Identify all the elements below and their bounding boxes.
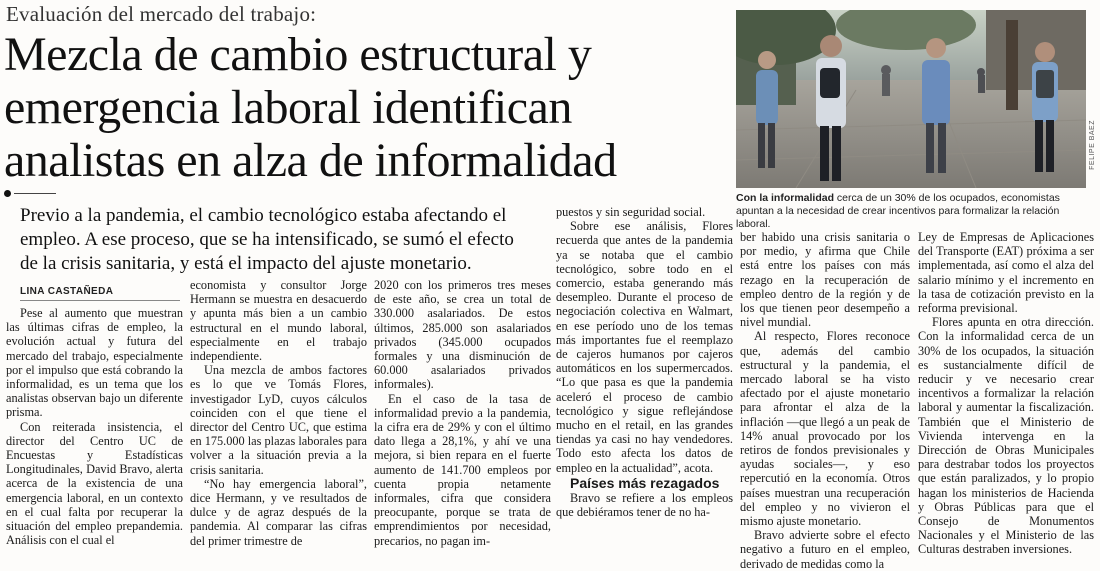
section-rule [14, 193, 56, 194]
byline: LINA CASTAÑEDA [20, 286, 114, 297]
headline: Mezcla de cambio estructural y emergencia laboral identifican analistas en alza de informalidad [4, 28, 617, 187]
photo-caption [736, 192, 1092, 231]
paragraph: Con reiterada insistencia, el director del Centro UC de Encuestas y Estadísticas Longitudinales, David Bravo, alerta acerca de la existencia de una emergencia laboral, en un contexto en el cual falta por recuperar la situación del empleo prepandemia. Análisis con el cual el [6, 419, 183, 548]
caption-rest: cerca de un 30% de los ocupados, economistas apuntan a la necesidad de crear incentivos para formalizar la relación laboral. [736, 192, 1060, 230]
section-rule-dot [4, 190, 11, 197]
paragraph: economista y consultor Jorge Hermann se muestra en desacuerdo y apunta más bien a un cambio estructural en el mundo laboral, especialmente en el trabajo independiente. [190, 278, 367, 364]
subhead: Países más rezagados [570, 474, 720, 491]
paragraph: Una mezcla de ambos factores es lo que ve Tomás Flores, investigador LyD, cuyos cálculos coinciden con el que tiene el director del Centro UC, que estima en 175.000 las plazas laborales para volver a la situación previa a la crisis sanitaria. [190, 363, 367, 477]
column-3 [374, 278, 551, 548]
column-1 [6, 306, 183, 547]
paragraph: Pese al aumento que muestran las últimas cifras de empleo, la evolución actual y futura del mercado del trabajo, especialmente por el impulso que está cobrando la informalidad, es un tema que los analistas observan bajo un diferente prisma. [6, 306, 183, 420]
column-5 [740, 230, 910, 571]
paragraph: ber habido una crisis sanitaria o por medio, y afirma que Chile está entre los países con más rezago en la recuperación de empleo dentro de la región y de los que tienen peor desempeño a nivel mundial. [740, 230, 910, 330]
street-photo [736, 10, 1086, 188]
caption-bold: Con la informalidad [736, 192, 835, 204]
column-4 [556, 205, 733, 519]
paragraph: “No hay emergencia laboral”, dice Hermann, y ve resultados de dulce y de agraz después de la pandemia. Al comparar las cifras del primer trimestre de [190, 476, 367, 548]
paragraph: 2020 con los primeros tres meses de este año, se crea un total de 330.000 asalariados. De estos últimos, 285.000 son asalariados privados (345.000 ocupados formales y una disminución de 60.000 asalariados privados informales). [374, 278, 551, 392]
paragraph: Bravo advierte sobre el efecto negativo a futuro en el empleo, derivado de medidas como la [740, 528, 910, 571]
paragraph: En el caso de la tasa de informalidad previo a la pandemia, la cifra era de 29% y con el último dato llega a 28,1%, y ahí ve una mejora, si bien repara en el fuerte aumento de 141.700 empleos por cuenta propia netamente informales, cifra que considera preocupante, porque se trata de emprendimientos por necesidad, precarios, no pagan im- [374, 391, 551, 548]
pedestrians-illustration [736, 10, 1086, 188]
column-6 [918, 230, 1094, 557]
paragraph: Al respecto, Flores reconoce que, además del cambio estructural y la pandemia, el mercado laboral se ha visto afectado por el ajuste monetario para afrontar el alza de la inflación —que llegó a un peak de 14% anual provocado por los retiros de fondos previsionales y ayudas sociales—, y eso repercutió en la economía. Otros países muestran una recuperación del empleo y no vivieron el mismo ajuste monetario. [740, 329, 910, 529]
paragraph: Sobre ese análisis, Flores recuerda que antes de la pandemia ya se notaba que el cambio tecnológico, sobre todo en el comercio, estaba generando más desempleo. Durante el proceso de negociación colectiva en Walmart, en ese período uno de los temas más importantes fue el reemplazo de cajeros humanos por cajeros automáticos en los supermercados. “Lo que pasa es que la pandemia aceleró el proceso de cambio tecnológico y sigue reflejándose mucho en el retail, en las grandes tiendas ya casi no hay vendedores. Todo esto afecta los datos de empleo en la actualidad”, acota. [556, 219, 733, 475]
paragraph: Bravo se refiere a los empleos que debiéramos tener de no ha- [556, 490, 733, 520]
column-2 [190, 278, 367, 548]
kicker: Evaluación del mercado del trabajo: [6, 2, 317, 26]
lede: Previo a la pandemia, el cambio tecnológico estaba afectando el empleo. A ese proceso, que se ha intensificado, se sumó el efecto de la crisis sanitaria, y está el impacto del ajuste monetario. [20, 205, 514, 274]
paragraph: puestos y sin seguridad social. [556, 205, 706, 219]
paragraph: Flores apunta en otra dirección. Con la informalidad cerca de un 30% de los ocupados, la situación es sustancialmente difícil de reducir y ve necesario crear incentivos a formalizar la relación laboral y aumentar la fiscalización. También que el Ministerio de Vivienda intervenga en la Dirección de Obras Municipales para destrabar todos los proyectos que están paralizados, y lo propio hagan los ministerios de Hacienda y Obras Públicas para que el Consejo de Monumentos Nacionales y el Ministerio de las Culturas destraben inversiones. [918, 315, 1094, 557]
photo-credit: FELIPE BAEZ [1089, 120, 1096, 170]
paragraph: Ley de Empresas de Aplicaciones del Transporte (EAT) próxima a ser implementada, así como el alza del salario mínimo y el incremento en la tasa de cotización previsto en la reforma previsional. [918, 230, 1094, 316]
byline-rule [20, 300, 180, 301]
